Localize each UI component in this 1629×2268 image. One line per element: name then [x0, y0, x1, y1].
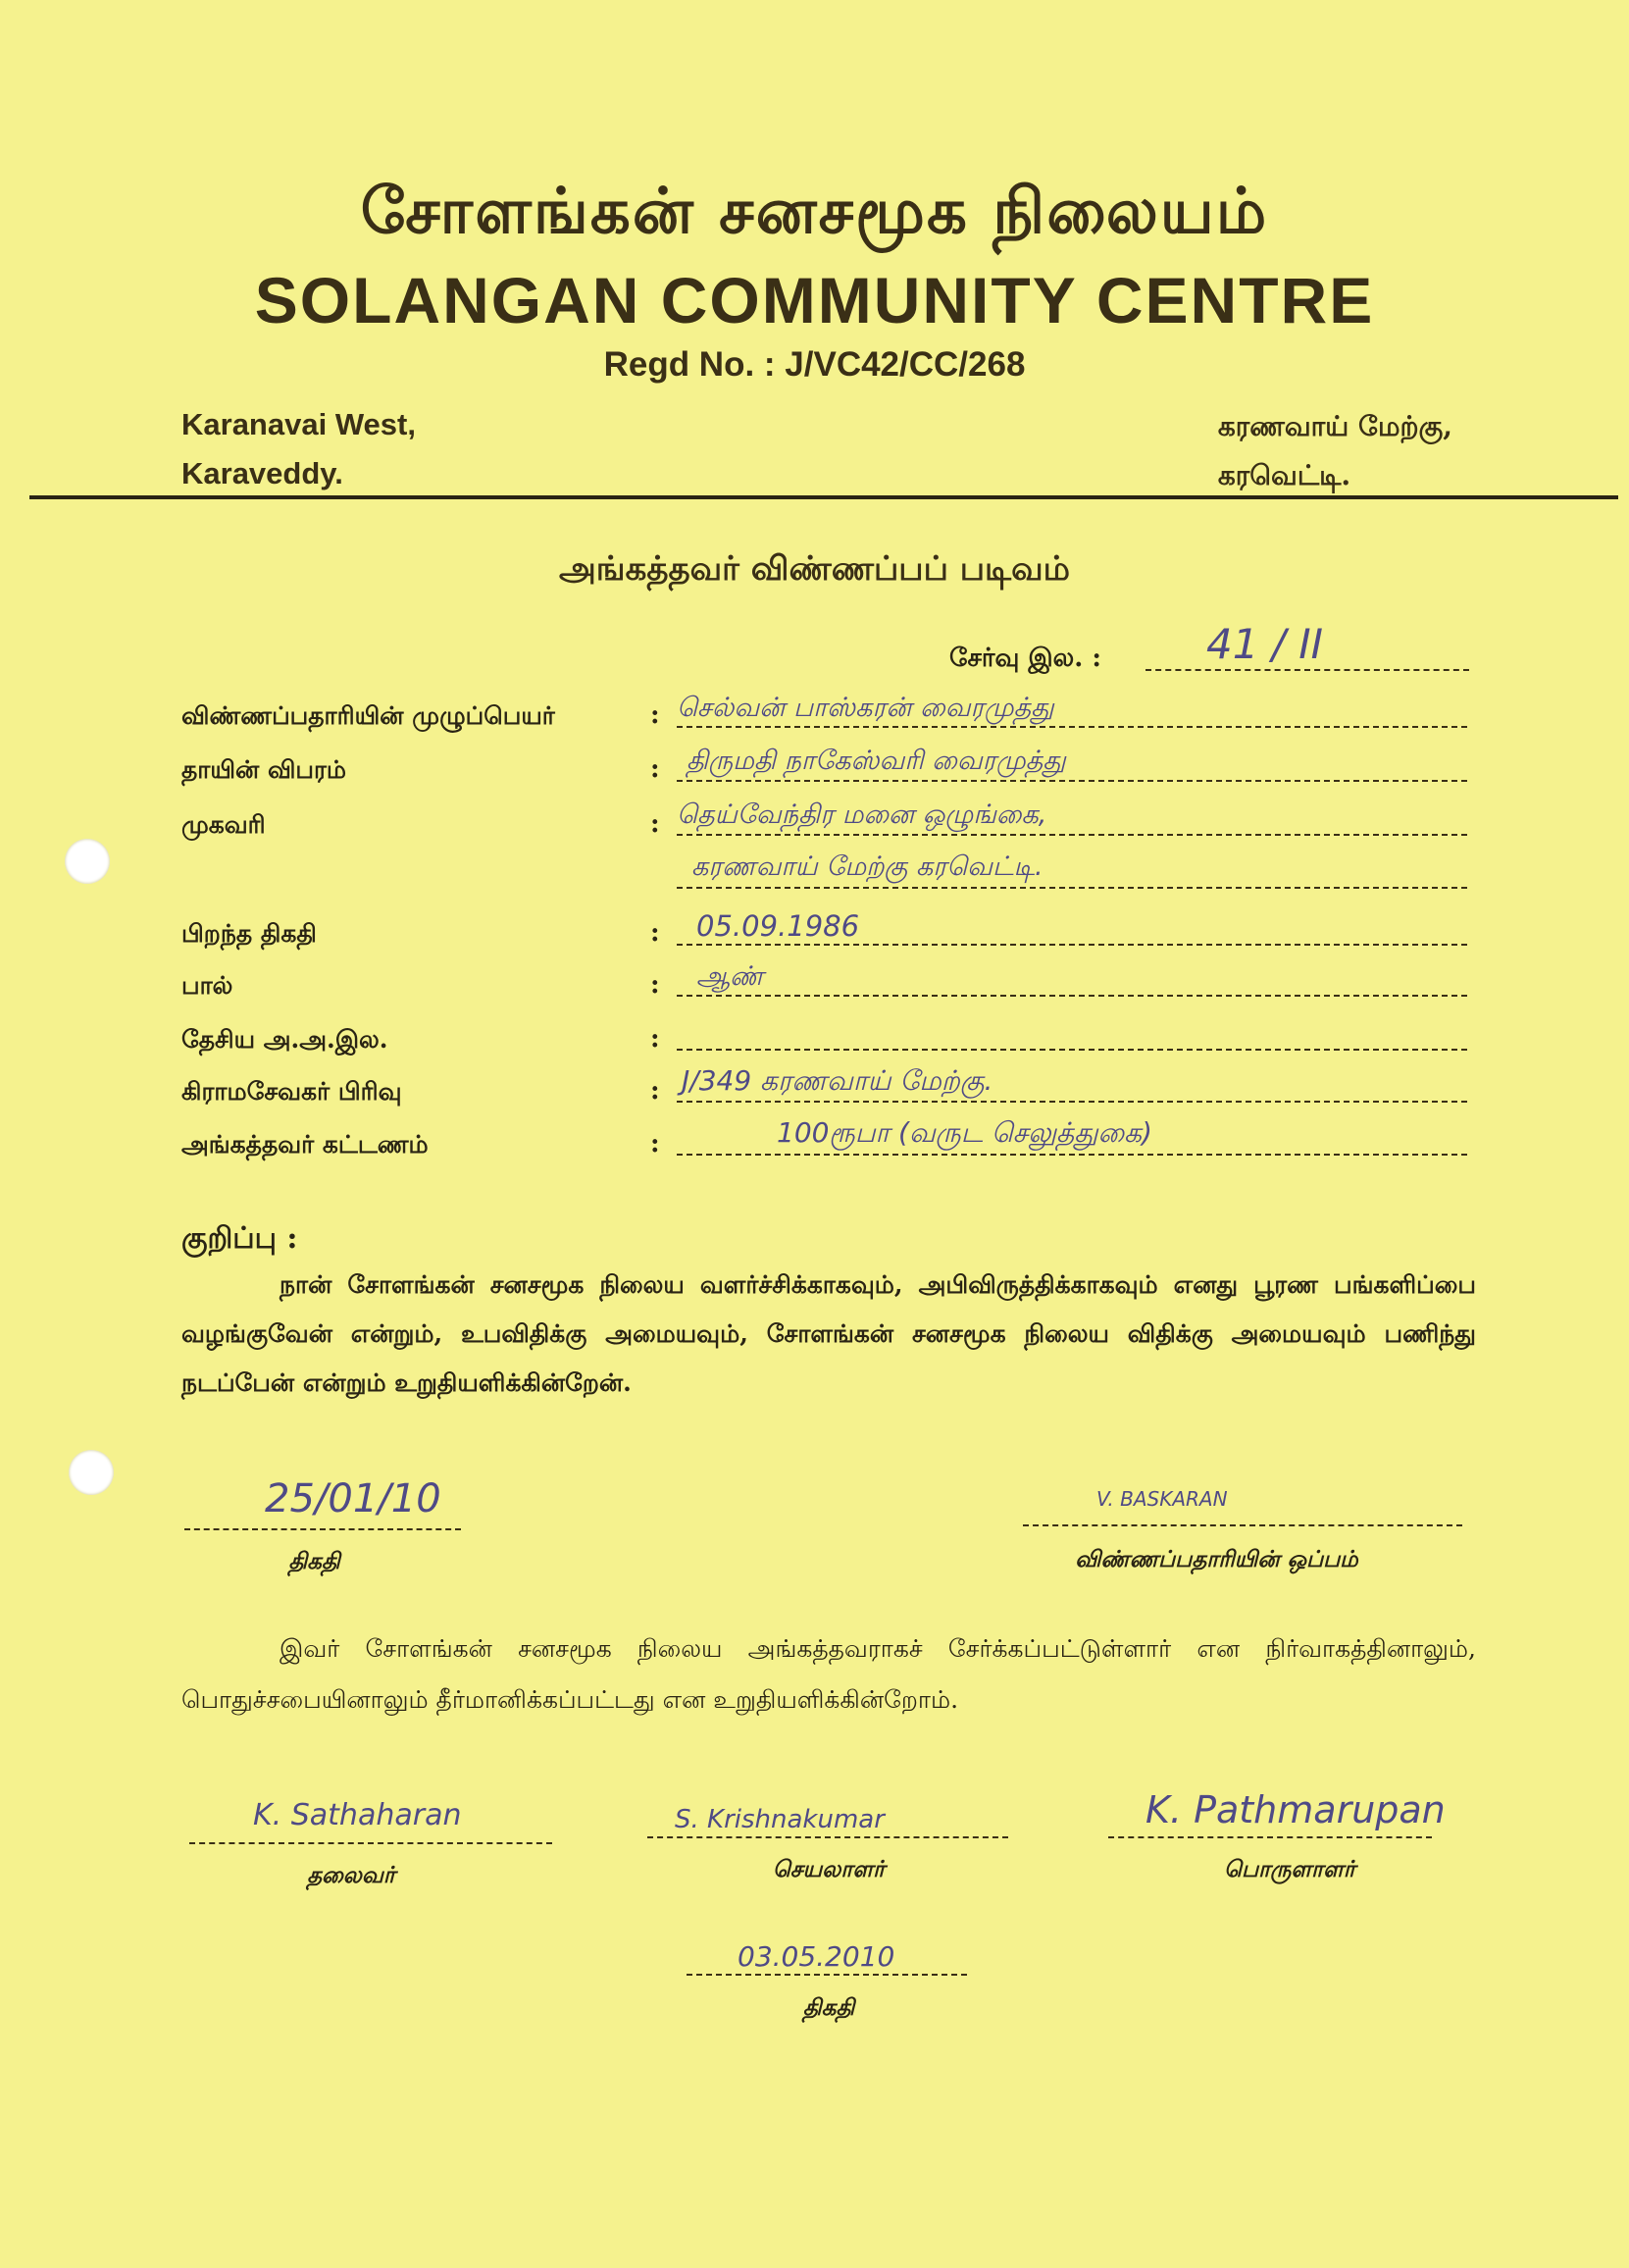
- committee-date-caption: திகதி: [802, 1994, 855, 2021]
- committee-date-value: 03.05.2010: [738, 1940, 895, 1973]
- address-en-line2: Karaveddy.: [181, 456, 343, 490]
- applicant-signature-caption: விண்ணப்பதாரியின் ஒப்பம்: [1075, 1546, 1358, 1572]
- field-colon: :: [650, 700, 660, 730]
- title-tamil: சோளங்கன் சனசமூக நிலையம்: [360, 175, 1269, 248]
- serial-label: சேர்வு இல. :: [949, 644, 1101, 673]
- field-label-nic: தேசிய அ.அ.இல.: [181, 1025, 388, 1054]
- field-label-mother: தாயின் விபரம்: [181, 755, 347, 784]
- confirmation-text: இவர் சோளங்கன் சனசமூக நிலைய அங்கத்தவராகச் சேர்க்கப்பட்டுள்ளார் என நிர்வாகத்தினாலும், பொதுச்சபையினாலும் தீர்மானிக்கப்பட்டது என உறுதியளிக்கின்றோம்.: [181, 1634, 1476, 1714]
- note-text: நான் சோளங்கன் சனசமூக நிலைய வளர்ச்சிக்காகவும், அபிவிருத்திக்காகவும் எனது பூரண பங்களிப்பை வழங்குவேன் என்றும், உபவிதிக்கு அமையவும், சோளங்கன் சனசமூக நிலைய விதிக்கு அமையவும் பணிந்து நடப்பேன் என்றும் உறுதியளிக்கின்றேன்.: [181, 1270, 1476, 1397]
- secretary-caption: செயலாளர்: [772, 1856, 886, 1882]
- president-caption: தலைவர்: [307, 1862, 395, 1888]
- field-label-gender: பால்: [181, 971, 233, 1000]
- field-line: [677, 1047, 1467, 1051]
- registration-number: Regd No. : J/VC42/CC/268: [603, 345, 1026, 384]
- field-value-mother: திருமதி நாகேஸ்வரி வைரமுத்து: [687, 746, 1066, 776]
- field-value-full-name: செல்வன் பாஸ்கரன் வைரமுத்து: [677, 693, 1054, 723]
- treasurer-caption: பொருளாளர்: [1224, 1856, 1355, 1882]
- address-ta-line1: கரணவாய் மேற்கு,: [1217, 410, 1452, 442]
- field-value-address-line1: தெய்வேந்திர மனை ஒழுங்கை,: [677, 799, 1047, 830]
- field-value-gender: ஆண்: [696, 961, 764, 992]
- punch-hole-bottom: [69, 1450, 114, 1495]
- field-value-gn-division: J/349 கரணவாய் மேற்கு.: [682, 1064, 993, 1097]
- applicant-date-caption: திகதி: [288, 1548, 340, 1574]
- field-colon: :: [650, 1024, 660, 1054]
- field-colon: :: [650, 1129, 660, 1159]
- field-label-address: முகவரி: [181, 810, 266, 839]
- field-colon: :: [650, 918, 660, 948]
- form-title: அங்கத்தவர் விண்ணப்பப் படிவம்: [559, 549, 1070, 589]
- president-signature-line: [189, 1840, 552, 1844]
- applicant-date-value: 25/01/10: [265, 1476, 441, 1521]
- header-divider: [29, 495, 1618, 499]
- secretary-signature-line: [647, 1834, 1008, 1838]
- field-value-membership-fee: 100ரூபா (வருட செலுத்துகை): [777, 1116, 1152, 1149]
- serial-value: 41 / II: [1206, 620, 1324, 668]
- address-ta-line2: கரவெட்டி.: [1217, 459, 1351, 491]
- field-colon: :: [650, 809, 660, 839]
- secretary-signature: S. Krishnakumar: [675, 1805, 885, 1834]
- address-tamil: [1218, 402, 1452, 500]
- committee-date-line: [687, 1972, 967, 1976]
- applicant-date-line: [184, 1526, 461, 1530]
- field-colon: :: [650, 1076, 660, 1106]
- field-line: [677, 993, 1467, 997]
- field-label-full-name: விண்ணப்பதாரியின் முழுப்பெயர்: [181, 701, 555, 730]
- title-english: SOLANGAN COMMUNITY CENTRE: [254, 264, 1375, 336]
- address-en-line1: Karanavai West,: [181, 407, 416, 441]
- field-label-gn-division: கிராமசேவகர் பிரிவு: [181, 1077, 402, 1106]
- field-label-dob: பிறந்த திகதி: [181, 919, 317, 948]
- president-signature: K. Sathaharan: [253, 1798, 462, 1832]
- note-heading: குறிப்பு :: [181, 1221, 298, 1256]
- applicant-signature-value: V. BASKARAN: [1096, 1487, 1228, 1511]
- field-label-membership-fee: அங்கத்தவர் கட்டணம்: [181, 1130, 429, 1159]
- field-value-dob: 05.09.1986: [696, 909, 860, 943]
- field-colon: :: [650, 754, 660, 784]
- punch-hole-top: [65, 839, 110, 884]
- applicant-signature-line: [1023, 1522, 1462, 1526]
- field-value-address-line2: கரணவாய் மேற்கு கரவெட்டி.: [691, 851, 1044, 882]
- treasurer-signature-line: [1108, 1834, 1432, 1838]
- address-english: [181, 400, 416, 498]
- field-colon: :: [650, 970, 660, 1000]
- treasurer-signature: K. Pathmarupan: [1145, 1788, 1446, 1831]
